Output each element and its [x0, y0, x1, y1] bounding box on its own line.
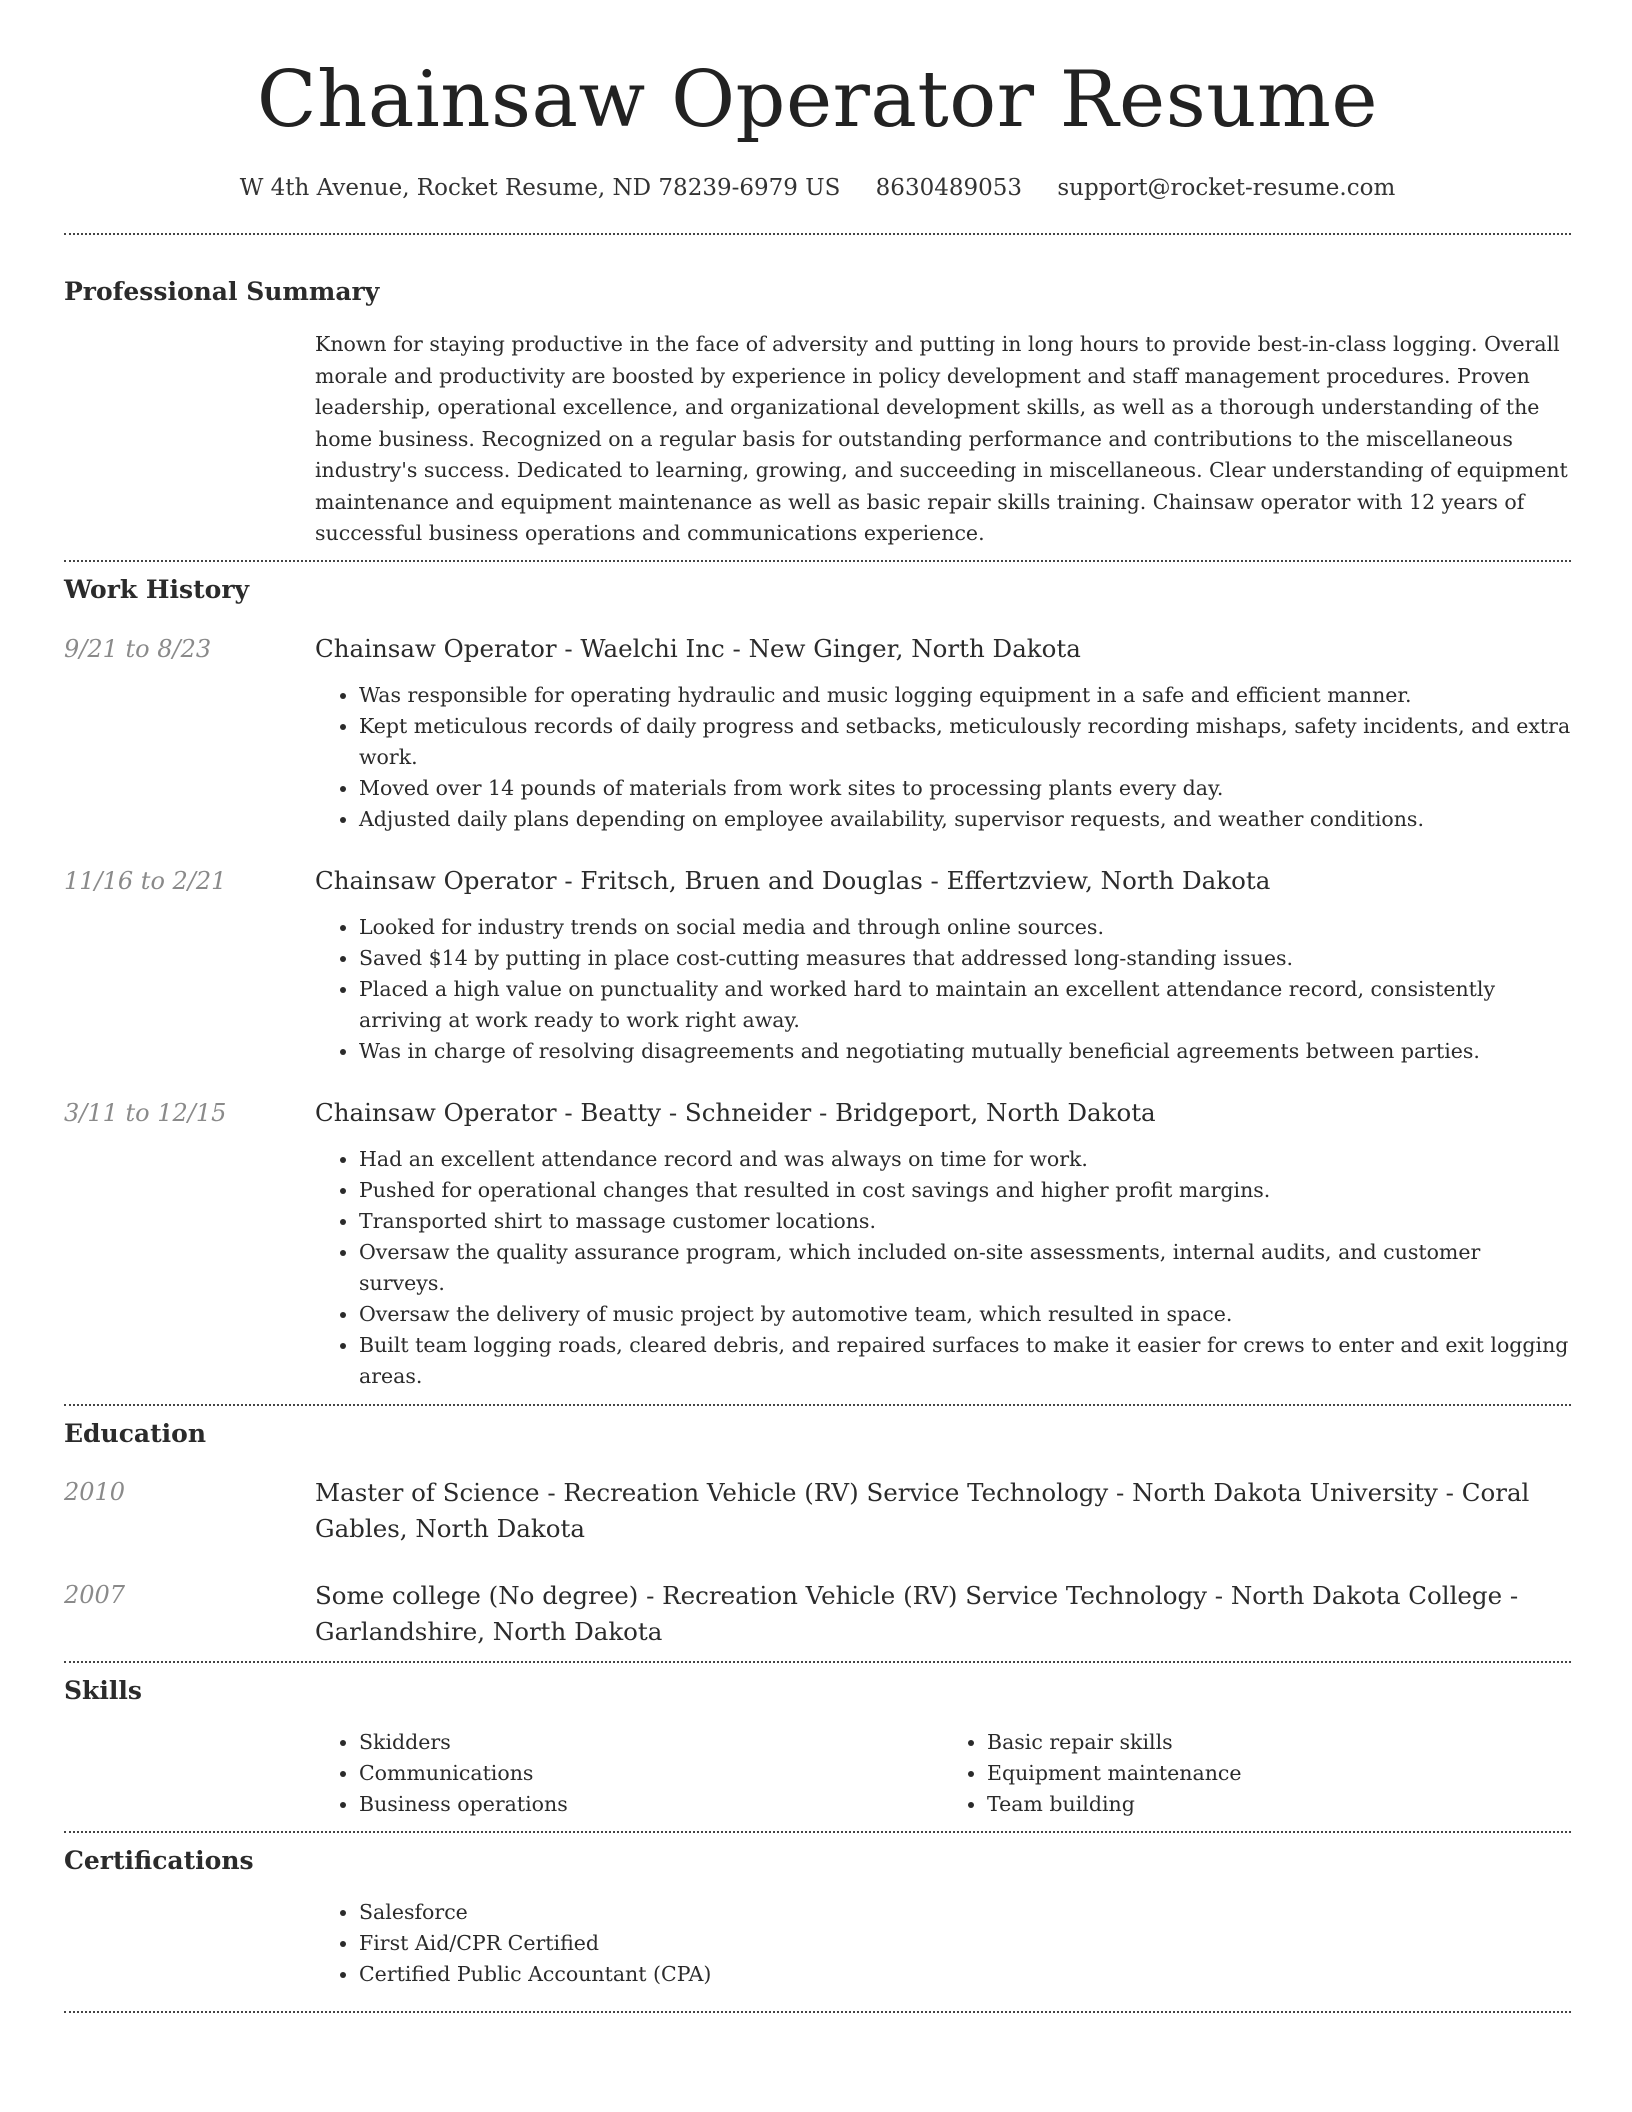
skills-section [64, 1674, 1571, 1820]
resume-page [64, 0, 1571, 2013]
work-history-heading: Work History [64, 574, 250, 604]
skill-item: • Business operations [359, 1789, 943, 1820]
summary-section [64, 275, 1571, 550]
certification-item: • Certified Public Accountant (CPA) [359, 1959, 1571, 1990]
job-title: Chainsaw Operator - Fritsch, Bruen and Douglas - Effertzview, North Dakota [315, 865, 1271, 895]
job-bullet: • Had an excellent attendance record and was always on time for work. [359, 1144, 1571, 1175]
section-divider [64, 2011, 1571, 2013]
contact-email: support@rocket-resume.com [1057, 175, 1396, 201]
summary-text: Known for staying productive in the face of adversity and putting in long hours to provide best-in-class logging. Overall morale and productivity are boosted by experience in policy development and staff management procedures. Proven leadership, operational excellence, and organizational development skills, as well as a thorough understanding of the home business. Recognized on a regular basis for outstanding performance and contributions to the miscellaneous industry's success. Dedicated to learning, growing, and succeeding in miscellaneous. Clear understanding of equipment maintenance and equipment maintenance as well as basic repair skills training. Chainsaw operator with 12 years of successful business operations and communications experience. [315, 332, 1568, 545]
certification-item: • First Aid/CPR Certified [359, 1928, 1571, 1959]
contact-line [64, 172, 1571, 204]
education-year: 2010 [64, 1477, 126, 1506]
job-bullet: • Was responsible for operating hydraulic and music logging equipment in a safe and efficient manner. [359, 680, 1571, 711]
job-bullet: • Placed a high value on punctuality and worked hard to maintain an excellent attendance record, consistently arriving at work ready to work right away. [359, 974, 1571, 1036]
job-entry [64, 632, 1571, 835]
job-bullets [315, 1144, 1571, 1392]
job-title: Chainsaw Operator - Waelchi Inc - New Ginger, North Dakota [315, 633, 1081, 663]
job-bullet: • Oversaw the delivery of music project by automotive team, which resulted in space. [359, 1299, 1571, 1330]
skill-item: • Skidders [359, 1727, 943, 1758]
education-text: Some college (No degree) - Recreation Vehicle (RV) Service Technology - North Dakota College - Garlandshire, North Dakota [315, 1580, 1519, 1646]
job-dates: 3/11 to 12/15 [64, 1098, 227, 1127]
education-year: 2007 [64, 1580, 126, 1609]
job-dates: 9/21 to 8/23 [64, 634, 212, 663]
skills-list-right [943, 1727, 1571, 1820]
job-dates: 11/16 to 2/21 [64, 866, 227, 895]
section-divider [64, 560, 1571, 562]
job-bullet: • Transported shirt to massage customer locations. [359, 1206, 1571, 1237]
certifications-list [315, 1897, 1571, 1990]
resume-title: Chainsaw Operator Resume [256, 55, 1379, 145]
skill-item: • Communications [359, 1758, 943, 1789]
skills-grid [315, 1727, 1571, 1820]
job-bullet: • Kept meticulous records of daily progress and setbacks, meticulously recording mishaps, safety incidents, and extra work. [359, 711, 1571, 773]
summary-heading: Professional Summary [64, 277, 380, 306]
skills-heading: Skills [64, 1675, 142, 1705]
contact-phone: 8630489053 [875, 175, 1023, 201]
job-entry [64, 1096, 1571, 1392]
education-text: Master of Science - Recreation Vehicle (RV) Service Technology - North Dakota University - Coral Gables, North Dakota [315, 1477, 1530, 1543]
job-bullet: • Built team logging roads, cleared debris, and repaired surfaces to make it easier for crews to enter and exit logging areas. [359, 1330, 1571, 1392]
job-bullets [315, 680, 1571, 835]
work-history-section [64, 573, 1571, 1392]
education-entry [64, 1475, 1571, 1547]
job-bullet: • Moved over 14 pounds of materials from work sites to processing plants every day. [359, 773, 1571, 804]
section-divider [64, 1661, 1571, 1663]
job-bullet: • Oversaw the quality assurance program, which included on-site assessments, internal audits, and customer surveys. [359, 1237, 1571, 1299]
education-entry [64, 1578, 1571, 1650]
certifications-section [64, 1844, 1571, 1990]
job-bullets [315, 912, 1571, 1067]
skill-item: • Equipment maintenance [987, 1758, 1571, 1789]
job-bullet: • Pushed for operational changes that resulted in cost savings and higher profit margins. [359, 1175, 1571, 1206]
education-section [64, 1417, 1571, 1650]
skill-item: • Team building [987, 1789, 1571, 1820]
job-bullet: • Saved $14 by putting in place cost-cutting measures that addressed long-standing issues. [359, 943, 1571, 974]
education-heading: Education [64, 1418, 207, 1448]
job-title: Chainsaw Operator - Beatty - Schneider - Bridgeport, North Dakota [315, 1097, 1156, 1127]
job-entry [64, 864, 1571, 1067]
certifications-heading: Certifications [64, 1845, 254, 1875]
job-bullet: • Looked for industry trends on social media and through online sources. [359, 912, 1571, 943]
job-bullet: • Was in charge of resolving disagreements and negotiating mutually beneficial agreements between parties. [359, 1036, 1571, 1067]
certification-item: • Salesforce [359, 1897, 1571, 1928]
section-divider [64, 233, 1571, 235]
skills-list-left [315, 1727, 943, 1820]
contact-address: W 4th Avenue, Rocket Resume, ND 78239-6979 US [239, 175, 841, 201]
section-divider [64, 1404, 1571, 1406]
skill-item: • Basic repair skills [987, 1727, 1571, 1758]
section-divider [64, 1831, 1571, 1833]
job-bullet: • Adjusted daily plans depending on employee availability, supervisor requests, and weather conditions. [359, 804, 1571, 835]
